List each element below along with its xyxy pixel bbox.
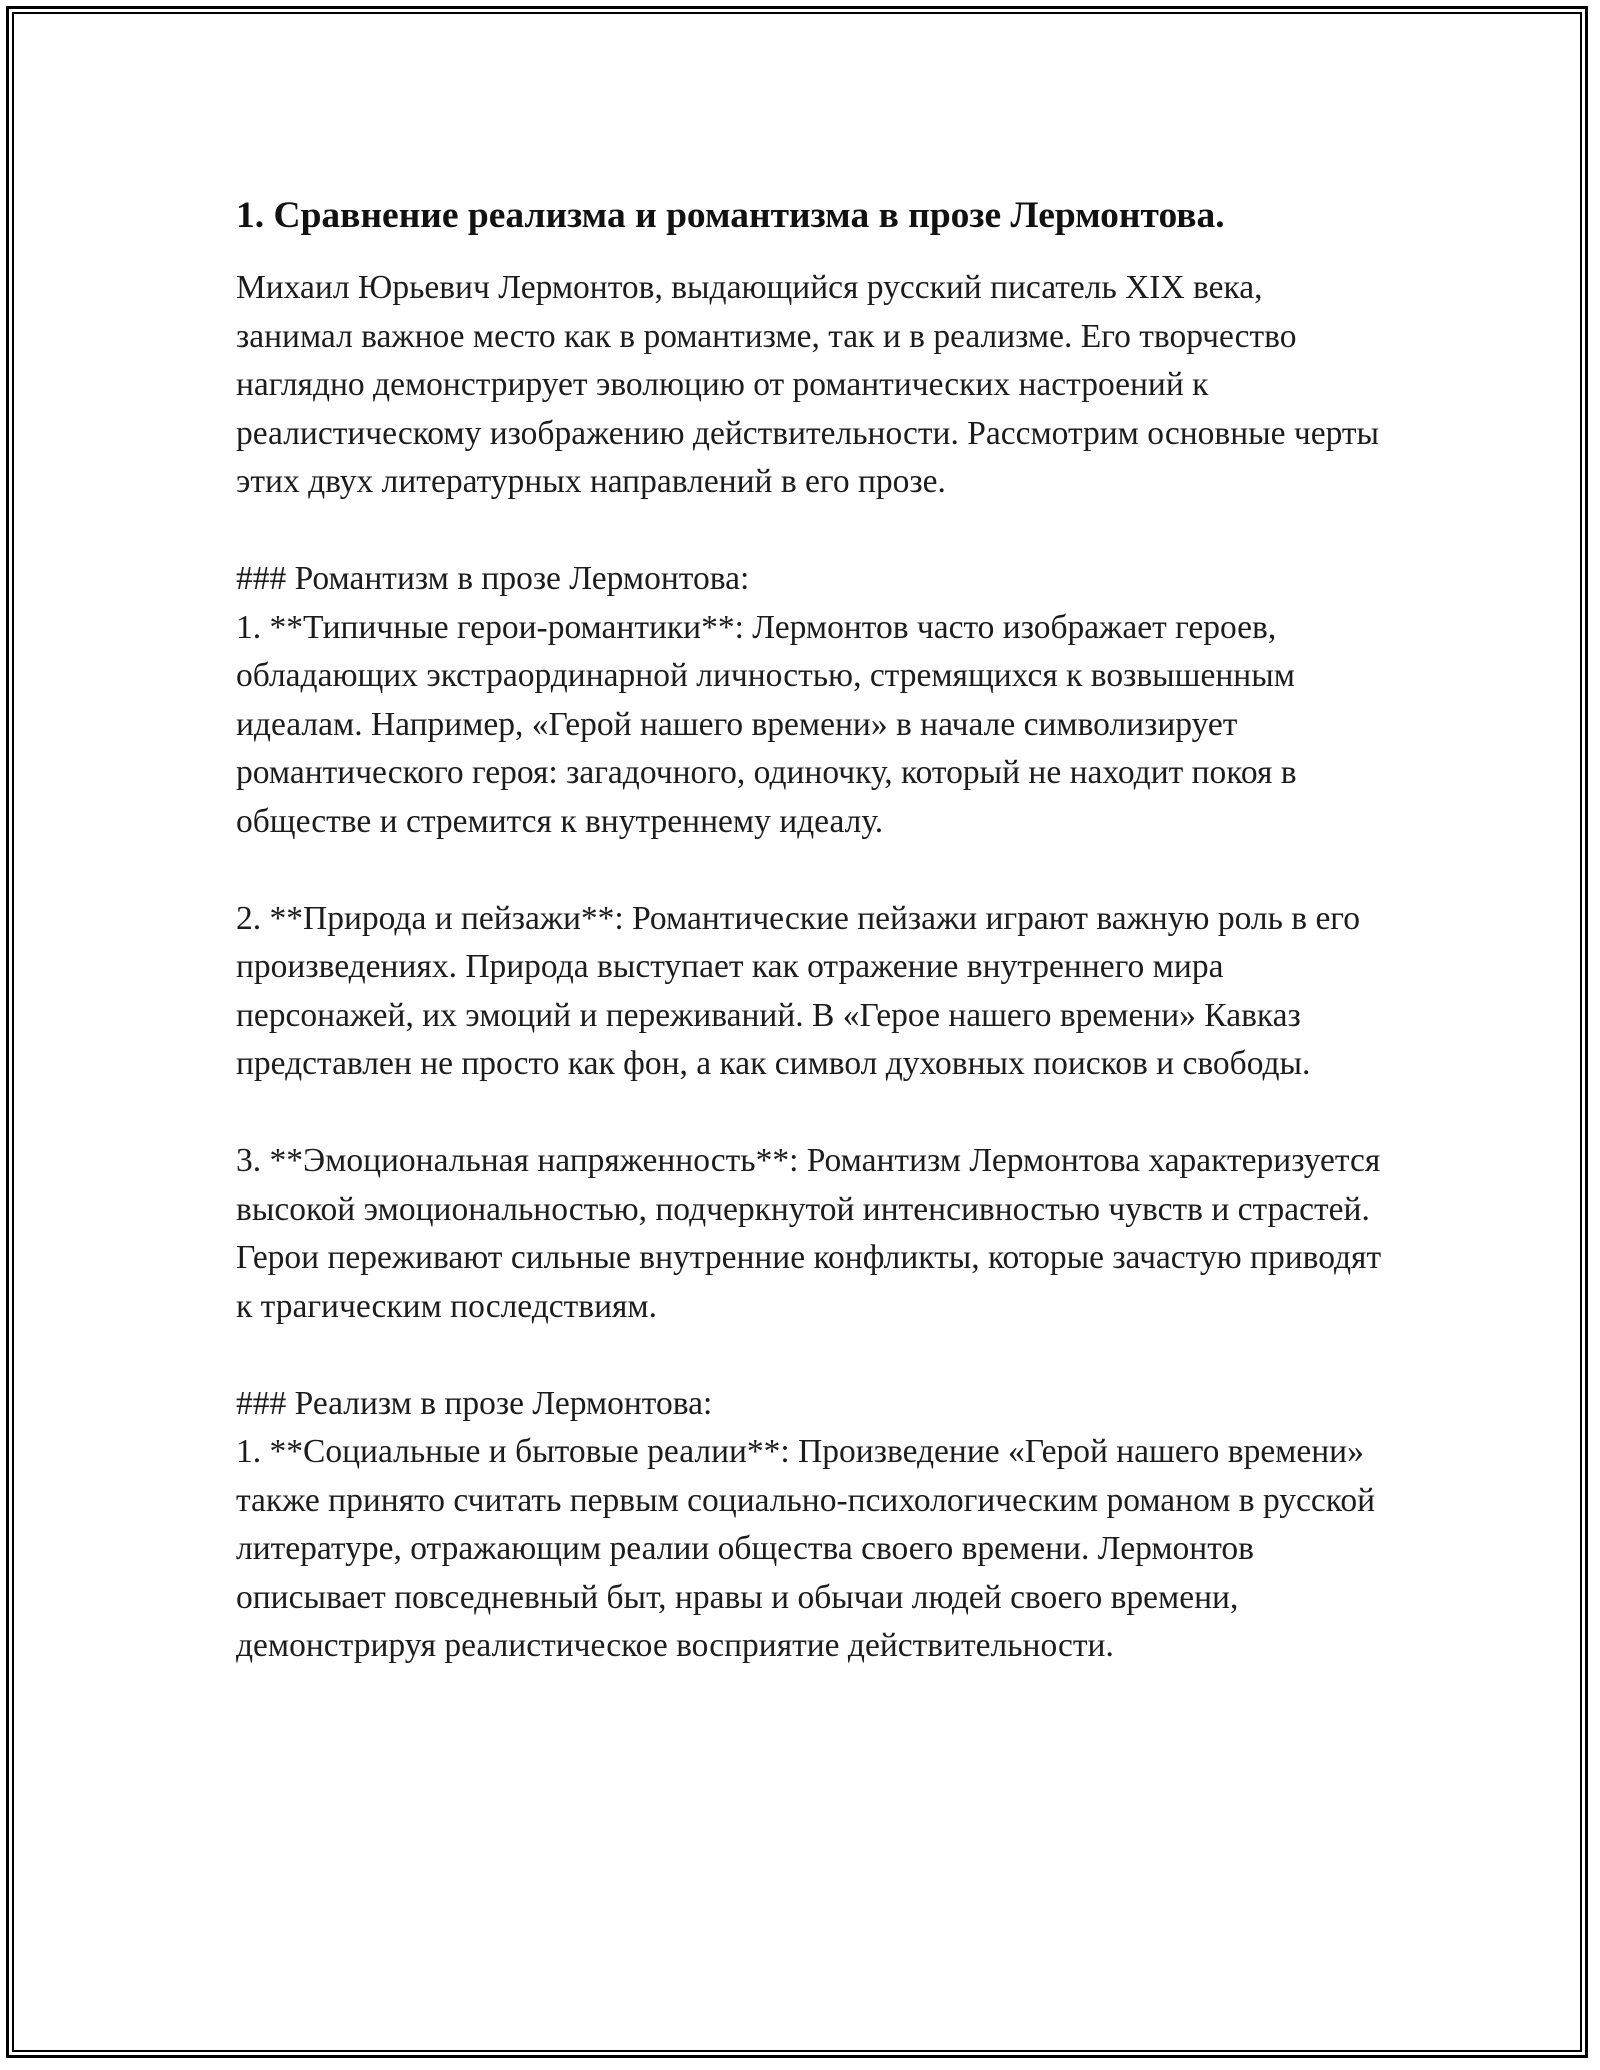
paragraph-spacer	[236, 507, 1386, 556]
intro-paragraph: Михаил Юрьевич Лермонтов, выдающийся русский писатель XIX века, занимал важное место как в романтизме, так и в реализме. Его творчество наглядно демонстрирует эволюцию от романтических настроений к реалистическому изображению действительности. Рассмотрим основные черты этих двух литературных направлений в его прозе.	[236, 269, 1380, 500]
paragraph-spacer	[236, 846, 1386, 895]
romanticism-heading: ### Романтизм в прозе Лермонтова:	[236, 560, 750, 597]
document-page	[236, 190, 1386, 1671]
romanticism-item-3: 3. **Эмоциональная напряженность**: Романтизм Лермонтова характеризуется высокой эмоциональностью, подчеркнутой интенсивностью чувств и страстей. Герои переживают сильные внутренние конфликты, которые зачастую приводят к трагическим последствиям.	[236, 1142, 1382, 1325]
document-body	[236, 264, 1386, 1671]
realism-heading: ### Реализм в прозе Лермонтова:	[236, 1384, 713, 1422]
paragraph-spacer	[236, 1331, 1386, 1380]
romanticism-item-2: 2. **Природа и пейзажи**: Романтические пейзажи играют важную роль в его произведениях. Природа выступает как отражение внутреннего мира персонажей, их эмоций и переживаний. В «Герое нашего времени» Кавказ представлен не просто как фон, а как символ духовных поисков и свободы.	[236, 899, 1360, 1082]
romanticism-item-1: 1. **Типичные герои-романтики**: Лермонтов часто изображает героев, обладающих экстраординарной личностью, стремящихся к возвышенным идеалам. Например, «Герой нашего времени» в начале символизирует романтического героя: загадочного, одиночку, который не находит покоя в обществе и стремится к внутреннему идеалу.	[236, 608, 1297, 840]
paragraph-spacer	[236, 1089, 1386, 1138]
document-title: 1. Сравнение реализма и романтизма в прозе Лермонтова.	[236, 195, 1225, 236]
realism-item-1: 1. **Социальные и бытовые реалии**: Произведение «Герой нашего времени» также принято считать первым социально-психологическим романом в русской литературе, отражающим реалии общества своего времени. Лермонтов описывает повседневный быт, нравы и обычаи людей своего времени, демонстрируя реалистическое восприятие действительности.	[236, 1433, 1376, 1664]
